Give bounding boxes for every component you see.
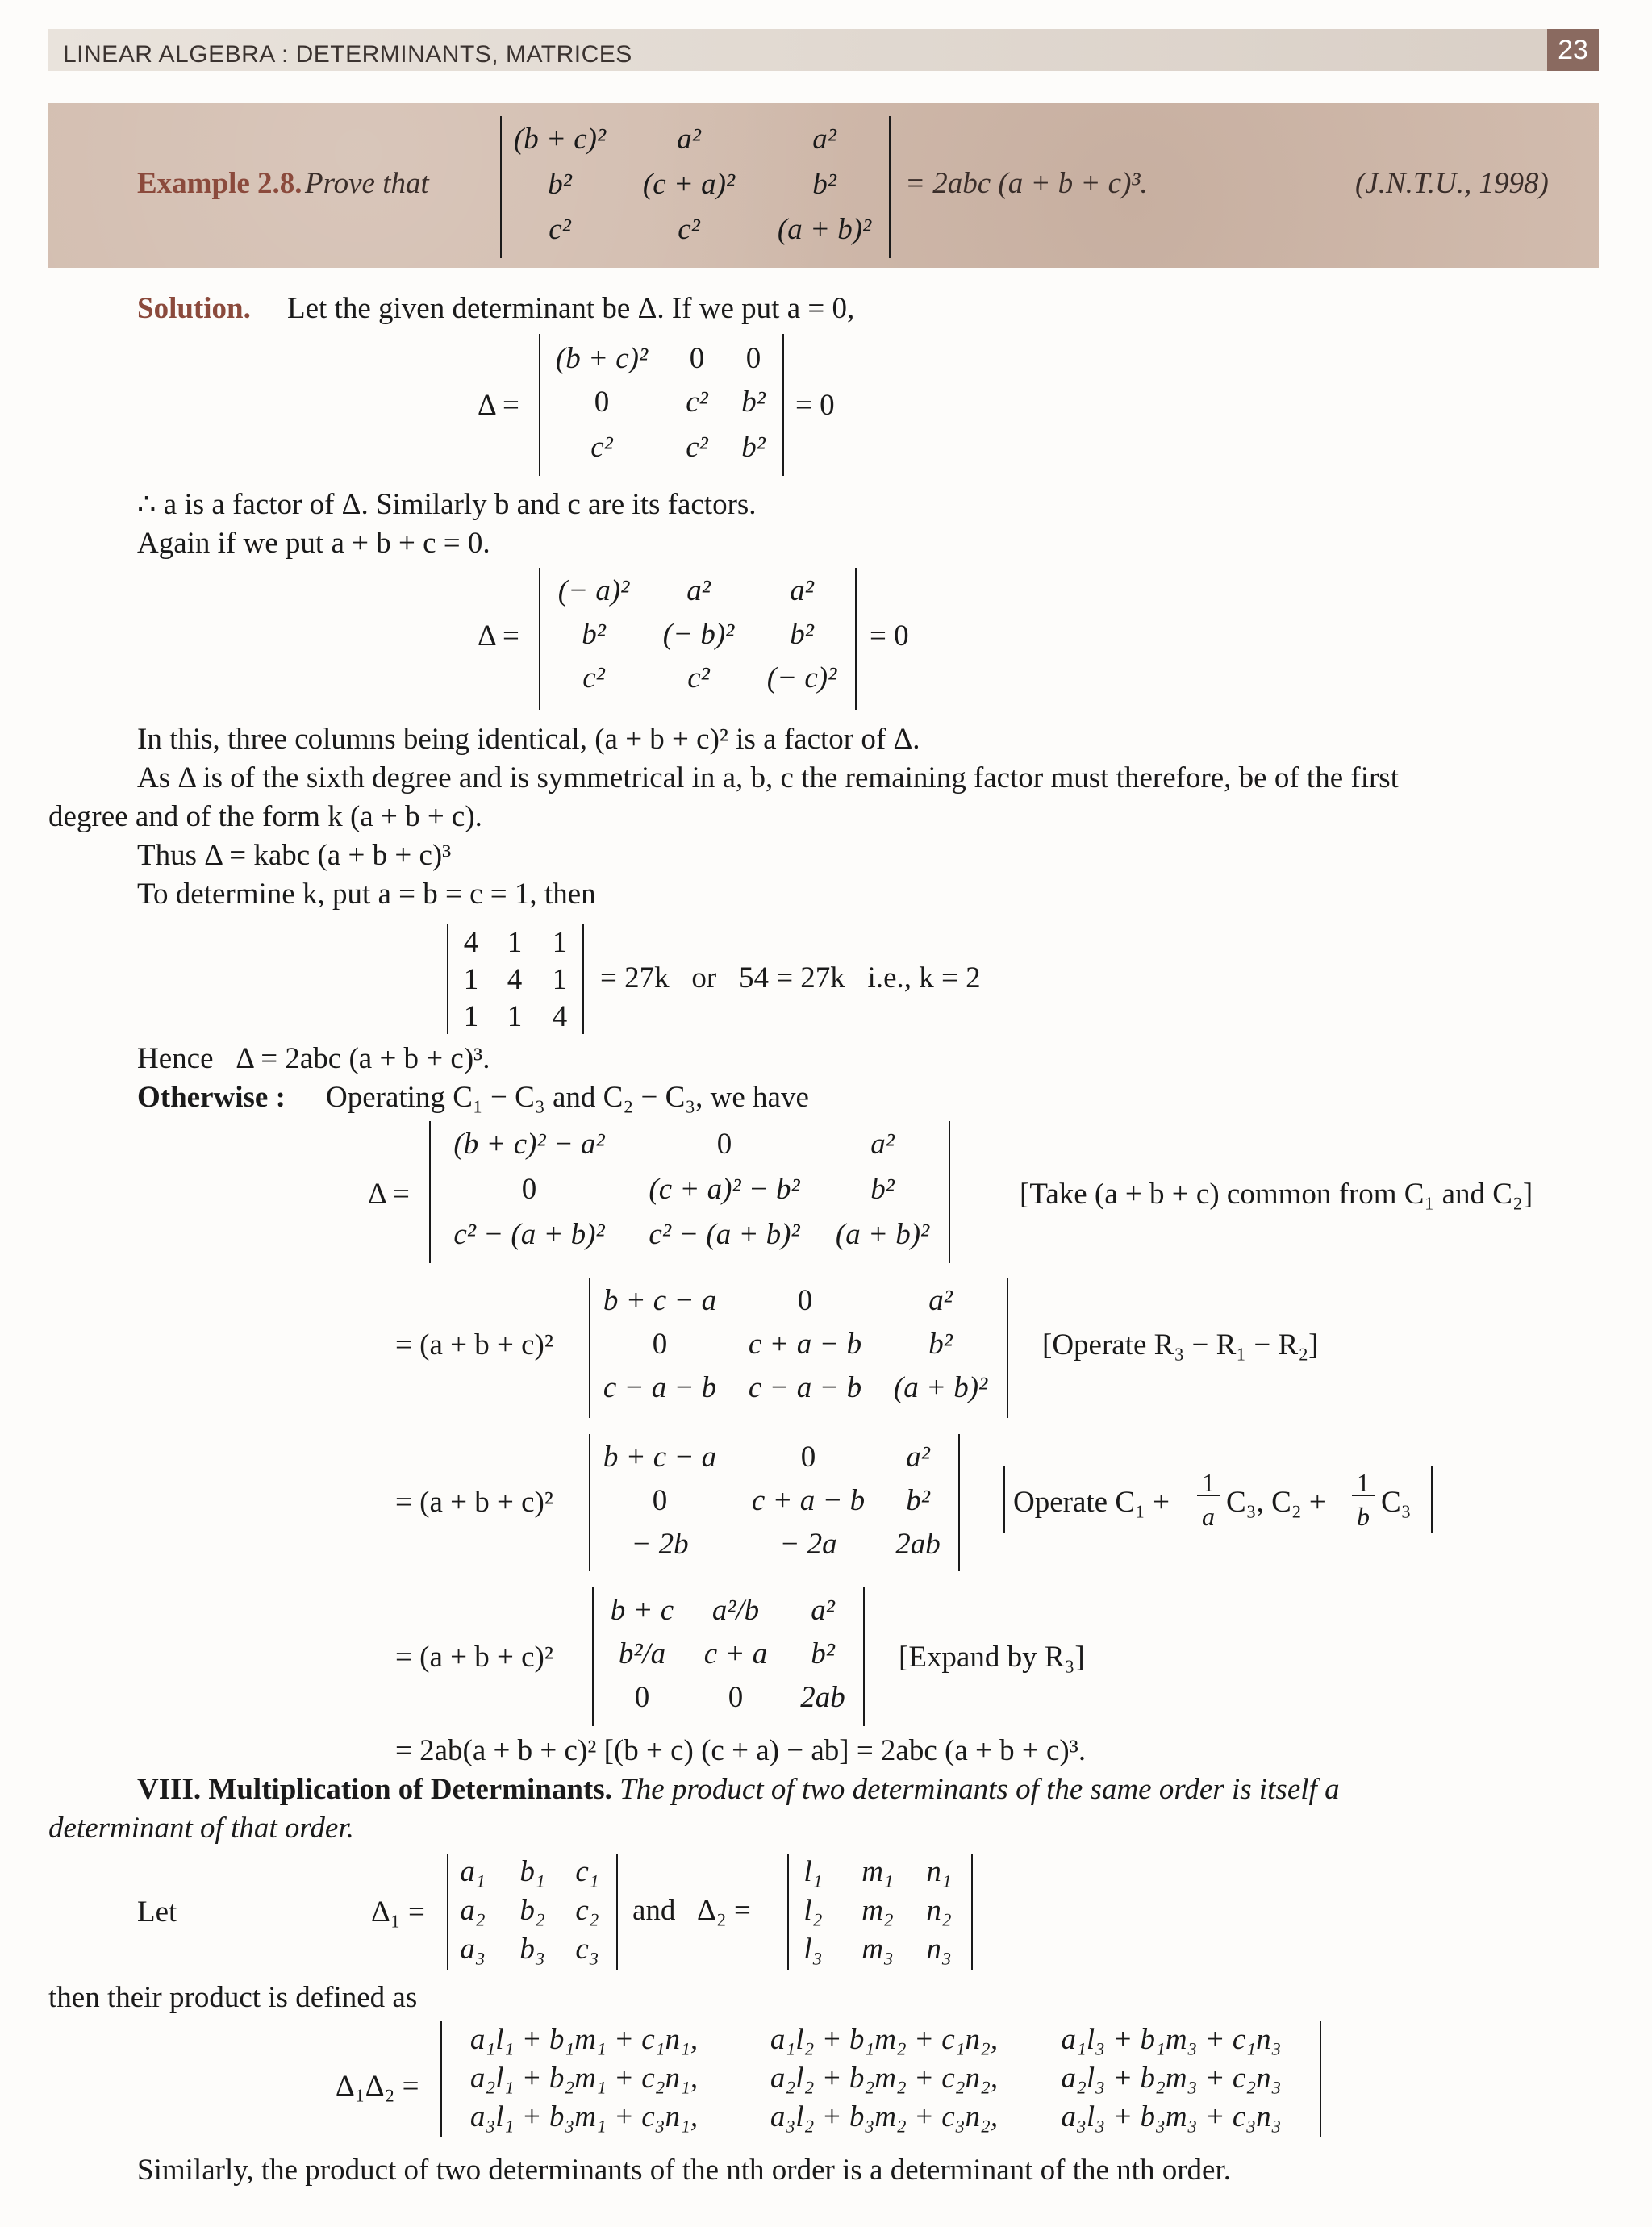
and-word: and (632, 1894, 676, 1927)
det-cell: (c + a)² (642, 168, 736, 201)
det-cell: 2ab (800, 1681, 845, 1714)
det-cell: m₁ (861, 1855, 894, 1888)
det-cell: c₃ (575, 1933, 599, 1966)
det-cell: 1 (507, 1000, 523, 1033)
product-cell: a₁l₁ + b₁m₁ + c₁n₁, (469, 2023, 699, 2056)
determinant-step-4 (592, 1587, 865, 1726)
fraction-denominator: a (1202, 1502, 1215, 1531)
det-cell: 1 (552, 963, 568, 996)
det-cell: n₃ (926, 1933, 952, 1966)
det-cell: c + a − b (748, 1328, 862, 1361)
det-cell: m₂ (861, 1894, 894, 1927)
determinant-product (440, 2021, 1321, 2137)
det-cell: 1 (552, 926, 568, 959)
det-cell: c² − (a + b)² (453, 1218, 605, 1251)
hence-line: Hence Δ = 2abc (a + b + c)³. (137, 1042, 490, 1075)
delta-equals: Δ = (368, 1178, 410, 1211)
det-cell: n₂ (926, 1894, 952, 1927)
factor-a-b-c-squared: = (a + b + c)² (395, 1641, 553, 1674)
multiplication-statement-2: determinant of that order. (48, 1812, 354, 1845)
determine-k-line: To determine k, put a = b = c = 1, then (137, 878, 596, 911)
closing-line: Similarly, the product of two determinants of the nth order is a determinant of the nth order. (137, 2154, 1231, 2187)
determinant-step-3 (589, 1434, 960, 1571)
factor-a-b-c-squared: = (a + b + c)² (395, 1328, 553, 1362)
multiplication-paragraph (137, 1771, 1340, 1808)
note-operate-c-part3: C₃ (1381, 1486, 1412, 1519)
det-cell: 1 (463, 1000, 479, 1033)
product-cell: a₂l₁ + b₂m₁ + c₂n₁, (469, 2062, 699, 2095)
det-cell: 4 (507, 963, 523, 996)
det-cell: (− b)² (662, 618, 735, 651)
det-cell: b² (870, 1173, 895, 1206)
note-operate-c-part2: C₃, C₂ + (1226, 1486, 1326, 1519)
det-cell: 0 (716, 1128, 732, 1161)
det-cell: b² (741, 386, 766, 419)
fraction-bar (1197, 1495, 1220, 1496)
det-cell: (a + b)² (777, 213, 872, 246)
note-expand-r3: [Expand by R₃] (899, 1641, 1085, 1674)
det-cell: 0 (797, 1284, 813, 1317)
example-source: (J.N.T.U., 1998) (1355, 167, 1549, 200)
det-cell: a₃ (460, 1933, 486, 1966)
det-cell: a² (928, 1284, 953, 1317)
det-cell: 0 (728, 1681, 744, 1714)
solution-label: Solution. (137, 292, 251, 325)
det-cell: 2ab (895, 1528, 941, 1561)
det-cell: 0 (634, 1681, 650, 1714)
example-label: Example 2.8. (137, 167, 302, 200)
product-cell: a₃l₃ + b₃m₃ + c₃n₃ (1061, 2100, 1282, 2133)
note-operate-c-part1: Operate C₁ + (1013, 1486, 1170, 1519)
determinant-sum-zero (539, 568, 857, 710)
det-cell: c² (678, 213, 700, 246)
det-cell: c − a − b (748, 1371, 862, 1404)
again-line: Again if we put a + b + c = 0. (137, 527, 490, 560)
running-title: LINEAR ALGEBRA : DETERMINANTS, MATRICES (63, 41, 632, 68)
det-cell: c² (686, 386, 708, 419)
det-cell: b² (741, 431, 766, 464)
determinant-step-2 (589, 1278, 1008, 1418)
fraction-bar (1352, 1495, 1375, 1496)
det-cell: b²/a (618, 1637, 666, 1670)
degree-line-1: As Δ is of the sixth degree and is symmetrical in a, b, c the remaining factor must therefore, be of the first (137, 761, 1399, 794)
det-cell: c − a − b (603, 1371, 717, 1404)
det-cell: 4 (463, 926, 479, 959)
det-cell: 0 (652, 1484, 668, 1517)
determinant-delta1 (447, 1854, 618, 1970)
det-cell: − 2b (631, 1528, 689, 1561)
det-cell: c₂ (575, 1894, 599, 1927)
det-cell: 0 (652, 1328, 668, 1361)
det-cell: a² (686, 574, 711, 607)
det-cell: c + a (703, 1637, 768, 1670)
det-cell: l₃ (803, 1933, 823, 1966)
det-cell: c² (549, 213, 571, 246)
det-cell: b² (548, 168, 572, 201)
det-cell: a₂ (460, 1894, 486, 1927)
solution-intro: Let the given determinant be Δ. If we put a = 0, (287, 292, 855, 325)
k-equation: = 27k or 54 = 27k i.e., k = 2 (600, 961, 981, 995)
example-determinant (500, 116, 891, 258)
note-take-common: [Take (a + b + c) common from C₁ and C₂] (1020, 1178, 1533, 1211)
final-result: = 2ab(a + b + c)² [(b + c) (c + a) − ab] = 2abc (a + b + c)³. (395, 1734, 1087, 1767)
equals-zero: = 0 (870, 619, 909, 653)
det-cell: b² (790, 618, 814, 651)
det-cell: (b + c)² − a² (453, 1128, 605, 1161)
det-cell: b² (906, 1484, 930, 1517)
let-label: Let (137, 1895, 177, 1929)
det-cell: (b + c)² (555, 342, 649, 375)
factor-a-b-c-squared: = (a + b + c)² (395, 1486, 553, 1519)
det-cell: l₂ (803, 1894, 823, 1927)
delta1-equals: Δ₁ = (371, 1895, 425, 1929)
det-cell: a² (811, 1594, 835, 1627)
delta-equals: Δ = (478, 619, 519, 653)
page-number: 23 (1547, 29, 1599, 71)
det-cell: b² (811, 1637, 835, 1670)
product-cell: a₂l₃ + b₂m₃ + c₂n₃ (1061, 2062, 1282, 2095)
identical-line: In this, three columns being identical, (a + b + c)² is a factor of Δ. (137, 723, 920, 756)
det-cell: m₃ (861, 1933, 894, 1966)
det-cell: 4 (552, 1000, 568, 1033)
det-cell: a² (906, 1441, 930, 1474)
det-cell: l₁ (803, 1855, 823, 1888)
product-cell: a₁l₂ + b₁m₂ + c₁n₂, (770, 2023, 999, 2056)
det-cell: 0 (745, 342, 761, 375)
det-cell: a² (870, 1128, 895, 1161)
determinant-k (447, 924, 584, 1034)
det-cell: a² (677, 123, 701, 156)
det-cell: 1 (507, 926, 523, 959)
det-cell: (b + c)² (513, 123, 607, 156)
det-cell: b² (812, 168, 836, 201)
multiplication-heading: VIII. Multiplication of Determinants. (137, 1773, 612, 1806)
det-cell: c² (687, 661, 710, 694)
det-cell: 0 (521, 1173, 537, 1206)
det-cell: 0 (800, 1441, 816, 1474)
delta-equals: Δ = (478, 389, 519, 422)
det-cell: 0 (594, 386, 610, 419)
determinant-step-1 (429, 1121, 950, 1263)
note-operate-r3: [Operate R₃ − R₁ − R₂] (1042, 1328, 1319, 1362)
prove-that-text: Prove that (305, 167, 429, 200)
det-cell: b² (582, 618, 606, 651)
det-cell: b + c (610, 1594, 674, 1627)
det-cell: b² (928, 1328, 953, 1361)
product-cell: a₃l₁ + b₃m₁ + c₃n₁, (469, 2100, 699, 2133)
det-cell: b + c − a (603, 1284, 717, 1317)
product-cell: a₂l₂ + b₂m₂ + c₂n₂, (770, 2062, 999, 2095)
determinant-a-zero (539, 334, 784, 476)
fraction-denominator: b (1357, 1502, 1370, 1531)
determinant-delta2 (787, 1854, 973, 1970)
det-cell: b₂ (519, 1894, 545, 1927)
det-cell: b + c − a (603, 1441, 717, 1474)
det-cell: (c + a)² − b² (649, 1173, 800, 1206)
det-cell: a₁ (460, 1855, 486, 1888)
det-cell: b₁ (519, 1855, 545, 1888)
product-cell: a₃l₂ + b₃m₂ + c₃n₂, (770, 2100, 999, 2133)
product-label: Δ₁Δ₂ = (336, 2070, 419, 2103)
det-cell: (a + b)² (835, 1218, 930, 1251)
product-intro: then their product is defined as (48, 1981, 418, 2014)
fraction-numerator: 1 (1357, 1468, 1370, 1497)
det-cell: c² (686, 431, 708, 464)
det-cell: c₁ (575, 1855, 599, 1888)
det-cell: a² (790, 574, 814, 607)
multiplication-statement-1: The product of two determinants of the same order is itself a (620, 1773, 1340, 1806)
det-cell: − 2a (779, 1528, 837, 1561)
det-cell: 1 (463, 963, 479, 996)
otherwise-label: Otherwise : (137, 1081, 286, 1114)
det-cell: (− c)² (766, 661, 837, 694)
product-cell: a₁l₃ + b₁m₃ + c₁n₃ (1061, 2023, 1282, 2056)
det-cell: c + a − b (751, 1484, 866, 1517)
det-cell: c² (582, 661, 605, 694)
det-cell: n₁ (926, 1855, 952, 1888)
det-cell: (− a)² (557, 574, 630, 607)
det-cell: c² (590, 431, 613, 464)
example-result: = 2abc (a + b + c)³. (905, 167, 1148, 200)
det-cell: (a + b)² (893, 1371, 988, 1404)
det-cell: a² (812, 123, 836, 156)
degree-line-2: degree and of the form k (a + b + c). (48, 800, 482, 833)
det-cell: 0 (689, 342, 705, 375)
det-cell: b₃ (519, 1933, 545, 1966)
delta2-equals: Δ₂ = (697, 1894, 751, 1927)
equals-zero: = 0 (795, 389, 835, 422)
fraction-numerator: 1 (1202, 1468, 1215, 1497)
det-cell: a²/b (711, 1594, 760, 1627)
thus-line: Thus Δ = kabc (a + b + c)³ (137, 839, 452, 872)
otherwise-text: Operating C₁ − C₃ and C₂ − C₃, we have (326, 1081, 809, 1114)
therefore-line: ∴ a is a factor of Δ. Similarly b and c are its factors. (137, 488, 757, 521)
det-cell: c² − (a + b)² (649, 1218, 800, 1251)
